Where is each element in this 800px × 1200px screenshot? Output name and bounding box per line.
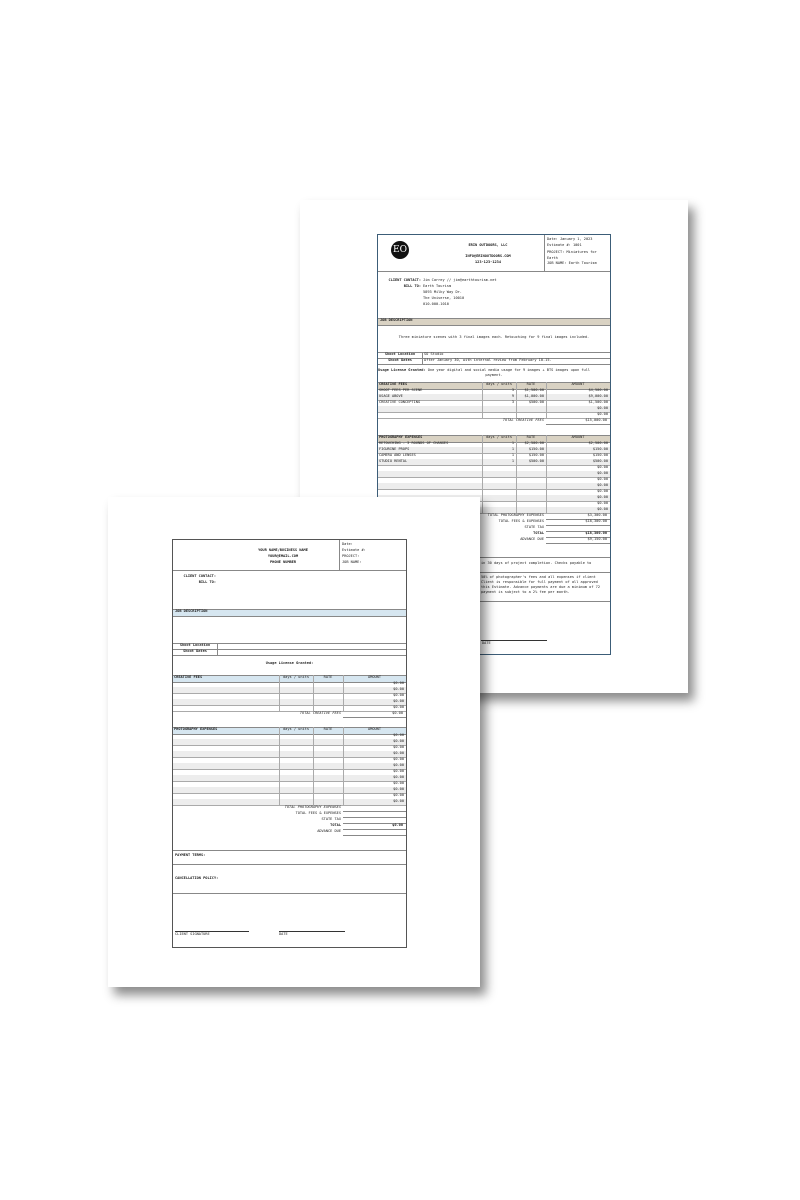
table-cell: $0.00 [597, 465, 608, 469]
total-label: ADVANCE DUE [520, 537, 544, 541]
table-cell: $0.00 [393, 699, 404, 703]
total-value: $9,150.00 [587, 537, 607, 541]
table-cell: $0.00 [393, 763, 404, 767]
total-label: STATE TAX [524, 525, 544, 529]
table-cell: $0.00 [393, 693, 404, 697]
total-label: TOTAL [533, 531, 544, 535]
cancellation-text: this Estimate. Advance payments are due a minimum of 72 [481, 585, 600, 589]
table-cell: $0.00 [393, 751, 404, 755]
table-cell: $0.00 [597, 406, 608, 410]
bill-to-label: BILL TO: [403, 284, 421, 288]
table-cell: 3 [511, 400, 514, 404]
usage-text-cont: payment. [485, 373, 503, 377]
row-line [343, 835, 406, 836]
logo: EO [391, 241, 409, 259]
table-header-cell: RATE [323, 727, 333, 731]
shoot-dates-label: Shoot Dates [183, 649, 207, 653]
table-cell: $0.00 [597, 501, 608, 505]
total-label: TOTAL PHOTOGRAPHY EXPENSES [487, 513, 544, 517]
company-phone: 123-123-1234 [475, 260, 501, 264]
table-cell: $0.00 [597, 412, 608, 416]
table-cell: $9,000.00 [588, 394, 608, 398]
client-contact-label: CLIENT CONTACT: [388, 278, 421, 282]
table-cell: $0.00 [393, 781, 404, 785]
table-cell: $1,000.00 [524, 394, 544, 398]
row-line [343, 817, 406, 818]
table-cell: $0.00 [393, 687, 404, 691]
table-cell: $150.00 [528, 447, 544, 451]
table-cell: $0.00 [393, 733, 404, 737]
shoot-dates-label: Shoot Dates [388, 358, 412, 362]
total-label: TOTAL PHOTOGRAPHY EXPENSES [284, 805, 341, 809]
table-cell: $150.00 [592, 453, 608, 457]
table-cell: $500.00 [528, 459, 544, 463]
table-header-cell: days / units [283, 675, 309, 679]
total-label: TOTAL FEES & EXPENSES [498, 519, 544, 523]
table-cell: $0.00 [393, 799, 404, 803]
table-header-cell: days / units [283, 727, 309, 731]
table-cell: $0.00 [393, 681, 404, 685]
table-cell: $0.00 [597, 507, 608, 511]
table-cell: 1 [511, 441, 514, 445]
col-line [482, 382, 483, 418]
usage-label: Usage License Granted: [378, 368, 426, 372]
table-header-cell: AMOUNT [571, 382, 585, 386]
table-cell: $0.00 [393, 757, 404, 761]
total-value: $3,300.00 [587, 513, 607, 517]
usage-text: One year digital and social media usage for 9 images + BTS images upon full [427, 368, 591, 372]
cancellation-text: payment is subject to a 2% fee per month. [481, 590, 570, 594]
table-cell: $150.00 [592, 447, 608, 451]
table-cell: 9 [511, 394, 514, 398]
table-cell: 1 [511, 447, 514, 451]
table-cell: CREATIVE CONCEPTING [379, 400, 421, 404]
table-cell: CAMERA AND LENSES [379, 453, 416, 457]
bill-to-line: The Universe, 10010 [423, 296, 465, 300]
company-name: ERIN OUTDOORS, LLC [468, 243, 508, 247]
job-description-text: Three miniature scenes with 3 final images each. Retouching for 9 final images included. [398, 335, 590, 339]
col-line [482, 435, 483, 513]
col-line [313, 727, 314, 805]
row-line [546, 424, 610, 425]
table-header-cell: RATE [526, 435, 536, 439]
col-line [516, 382, 517, 418]
bill-to-line: Earth Tourism [423, 284, 452, 288]
usage-license [378, 369, 590, 373]
date-line: Date: January 1, 2023 [547, 237, 593, 241]
job-name-label: JOB NAME: [342, 560, 362, 564]
table-header-cell: CREATIVE FEES [174, 675, 203, 679]
table-cell: $0.00 [597, 471, 608, 475]
col-line [546, 382, 547, 418]
total-creative-label: TOTAL CREATIVE FEES [502, 418, 544, 422]
job-description-header: JOB DESCRIPTION [380, 318, 413, 322]
total-label: TOTAL FEES & EXPENSES [295, 811, 341, 815]
col-line [343, 675, 344, 711]
col-line [279, 727, 280, 805]
job-description-header: JOB DESCRIPTION [175, 609, 208, 613]
company-email: INFO@ERINOUTDOORS.COM [465, 254, 511, 258]
estimate-label: Estimate #: [342, 548, 366, 552]
date-label: Date: [342, 542, 353, 546]
row-line [546, 543, 610, 544]
payment-terms-label: PAYMENT TERMS: [175, 853, 206, 857]
table-cell: RETOUCHING - 3 ROUNDS OF CHANGES [379, 441, 449, 445]
table-cell: $1,500.00 [588, 400, 608, 404]
table-header-cell: RATE [526, 382, 536, 386]
table-cell: $0.00 [393, 775, 404, 779]
total-label: TOTAL [330, 823, 341, 827]
shoot-location-label: Shoot Location [384, 352, 416, 356]
table-cell: SHOOT FEES PER SCENE [379, 388, 423, 392]
table-cell: $2,500.00 [588, 441, 608, 445]
payment-terms-text: in 30 days of project completion. Checks payable to [481, 561, 592, 565]
cancellation-policy-label: CANCELLATION POLICY: [175, 876, 219, 880]
table-cell: 3 [511, 388, 514, 392]
table-header-cell: RATE [323, 675, 333, 679]
total-creative-value: $0.00 [392, 711, 403, 715]
table-cell: $500.00 [528, 400, 544, 404]
table-header-cell: PHOTOGRAPHY EXPENSES [174, 727, 218, 731]
table-cell: $0.00 [393, 769, 404, 773]
client-signature-label: CLIENT SIGNATURE [175, 932, 210, 936]
table-cell: $0.00 [393, 787, 404, 791]
table-header-cell: days / units [486, 382, 512, 386]
business-name: YOUR NAME/BUSINESS NAME [258, 548, 308, 552]
blank-estimate-page [108, 497, 480, 987]
table-cell: $0.00 [393, 793, 404, 797]
total-creative-value: $15,000.00 [585, 418, 607, 422]
total-value: $18,300.00 [585, 519, 607, 523]
table-cell: USAGE ABOVE [379, 394, 403, 398]
col-line [279, 675, 280, 711]
col-line [343, 727, 344, 805]
table-cell: $4,500.00 [588, 388, 608, 392]
table-cell: $500.00 [592, 459, 608, 463]
table-cell: $0.00 [393, 739, 404, 743]
total-label: ADVANCE DUE [317, 829, 341, 833]
table-cell: 1 [511, 459, 514, 463]
table-cell: $1,500.00 [524, 388, 544, 392]
bill-to-line: 5893 Milky Way Dr. [423, 290, 462, 294]
project-line: PROJECT: Miniatures for Earth [547, 250, 597, 260]
client-contact-label: CLIENT CONTACT: [183, 574, 216, 578]
bill-to-label: BILL TO: [198, 580, 216, 584]
shoot-location-value: SO Studio [424, 352, 444, 356]
date-signature-label: DATE [279, 932, 288, 936]
table-header-cell: AMOUNT [571, 435, 585, 439]
cancellation-text: 50% of photographer's fees and all expenses if client [481, 575, 596, 579]
shoot-dates-value: After January 30, with internal review from February 10-15. [424, 358, 552, 362]
table-header-cell: days / units [486, 435, 512, 439]
client-contact-value: Jim Carrey // jim@earthtourism.net [423, 278, 497, 282]
estimate-line: Estimate #: 1001 [547, 243, 582, 247]
row-line [343, 829, 406, 830]
row-line [343, 717, 406, 718]
usage-license-label: Usage License Granted: [265, 661, 314, 665]
total-value: $18,300.00 [585, 531, 607, 535]
table-header-cell: AMOUNT [368, 675, 381, 679]
business-phone: PHONE NUMBER [270, 560, 296, 564]
table-header-cell: PHOTOGRAPHY EXPENSES [379, 435, 423, 439]
business-email: YOUR@EMAIL.COM [267, 554, 299, 558]
total-label: STATE TAX [321, 817, 341, 821]
table-cell: $0.00 [597, 477, 608, 481]
table-cell: $2,500.00 [524, 441, 544, 445]
table-cell: 1 [511, 453, 514, 457]
col-line [516, 435, 517, 513]
table-cell: $0.00 [393, 745, 404, 749]
table-header-cell: CREATIVE FEES [379, 382, 408, 386]
table-header-cell: AMOUNT [368, 727, 381, 731]
table-cell: STUDIO RENTAL [379, 459, 408, 463]
row-line [343, 811, 406, 812]
shoot-location-label: Shoot Location [179, 643, 211, 647]
row-line [546, 525, 610, 526]
project-label: PROJECT: [342, 554, 360, 558]
table-cell: $0.00 [393, 705, 404, 709]
table-cell: $0.00 [597, 483, 608, 487]
blank-estimate-form [172, 539, 407, 948]
col-line [313, 675, 314, 711]
cancellation-text: Client is responsible for full payment of all approved [481, 580, 598, 584]
table-cell: $150.00 [528, 453, 544, 457]
date-signature-label: DATE [482, 641, 491, 645]
total-value: $0.00 [392, 823, 403, 827]
job-name-line: JOB NAME: Earth Tourism [547, 261, 597, 265]
total-creative-label: TOTAL CREATIVE FEES [299, 711, 341, 715]
table-cell: FIGURINE PROPS [379, 447, 410, 451]
bill-to-line: 010-000-1010 [423, 302, 449, 306]
col-line [546, 435, 547, 513]
table-cell: $0.00 [597, 495, 608, 499]
table-cell: $0.00 [597, 489, 608, 493]
